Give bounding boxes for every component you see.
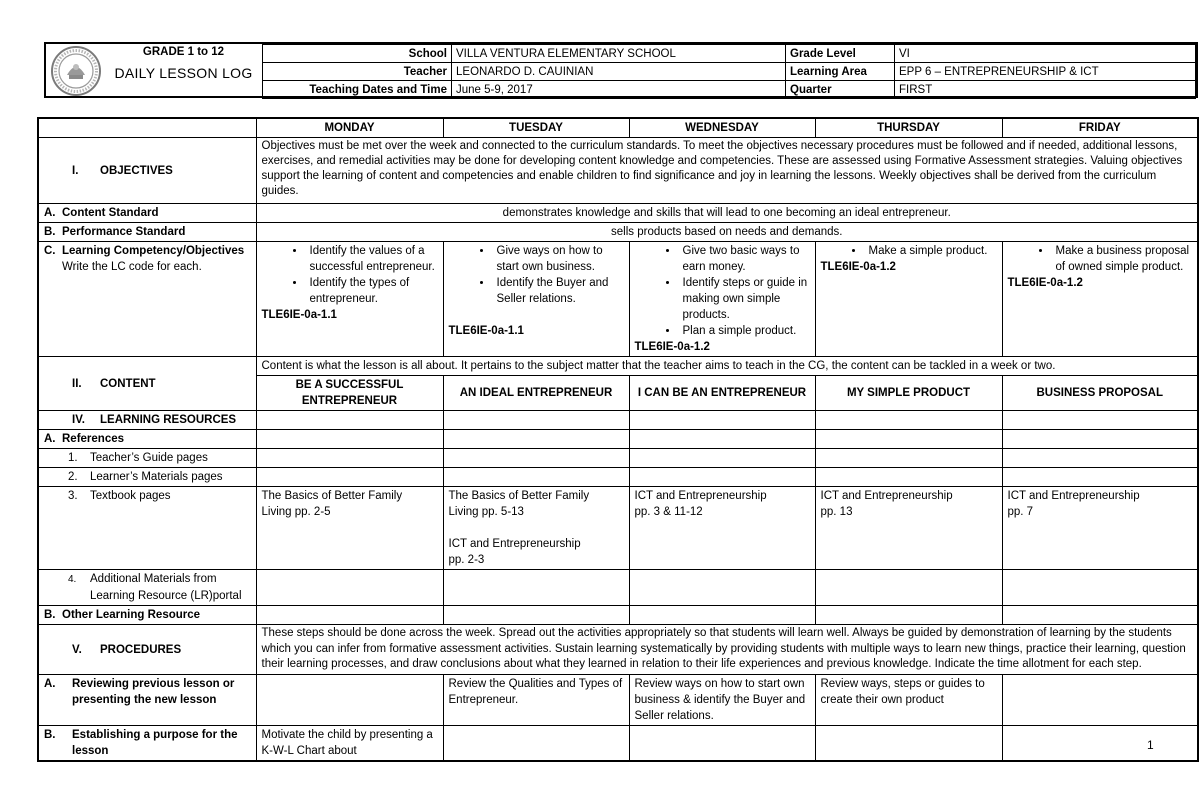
teacher-value: LEONARDO D. CAUINIAN — [452, 63, 786, 81]
other-resource-label: B. Other Learning Resource — [38, 606, 256, 625]
content-text: Content is what the lesson is all about. It pertains to the subject matter that the teacher aims to teach in the CG, the content can be tackled in a week or two. — [256, 357, 1198, 376]
learners-materials-row — [38, 468, 1198, 487]
list-item: • Identify the values of a successful entrepreneur. — [306, 243, 438, 275]
learning-area-value: EPP 6 – ENTREPRENEURSHIP & ICT — [895, 63, 1196, 81]
day-tuesday: TUESDAY — [443, 118, 629, 138]
lc-code: TLE6IE-0a-1.2 — [634, 341, 710, 353]
list-item: • Give two basic ways to earn money. — [679, 243, 810, 275]
day-header-row — [38, 118, 1198, 138]
competency-monday — [256, 242, 443, 357]
lesson-table — [37, 117, 1199, 762]
school-label: School — [263, 45, 452, 63]
list-item: • Plan a simple product. — [679, 323, 810, 339]
performance-standard-row — [38, 223, 1198, 242]
list-item: • Identify steps or guide in making own simple products. — [679, 275, 810, 323]
resources-label: IV. LEARNING RESOURCES — [38, 411, 256, 430]
additional-materials-row — [38, 570, 1198, 606]
header-table — [262, 44, 1196, 99]
school-value: VILLA VENTURA ELEMENTARY SCHOOL — [452, 45, 786, 63]
quarter-label: Quarter — [786, 81, 895, 99]
review-friday — [1002, 675, 1198, 726]
textbook-friday: ICT and Entrepreneurship pp. 7 — [1002, 487, 1198, 570]
teachers-guide-row — [38, 449, 1198, 468]
procedures-label: V. PROCEDURES — [38, 625, 256, 675]
list-item: • Make a simple product. — [865, 243, 997, 259]
textbook-wednesday: ICT and Entrepreneurship pp. 3 & 11-12 — [629, 487, 815, 570]
review-tuesday: Review the Qualities and Types of Entrepreneur. — [443, 675, 629, 726]
grade-level-label: Grade Level — [786, 45, 895, 63]
content-label: II. CONTENT — [38, 357, 256, 411]
deped-seal-icon — [50, 45, 102, 97]
content-standard-text: demonstrates knowledge and skills that will lead to one becoming an ideal entrepreneur. — [256, 204, 1198, 223]
grade-label: GRADE 1 to 12 — [142, 46, 225, 58]
purpose-tuesday — [443, 726, 629, 762]
day-friday: FRIDAY — [1002, 118, 1198, 138]
lc-code: TLE6IE-0a-1.2 — [1007, 277, 1083, 289]
textbook-tuesday: The Basics of Better Family Living pp. 5-13 ICT and Entrepreneurship pp. 2-3 — [443, 487, 629, 570]
grade-level-value: VI — [895, 45, 1196, 63]
review-wednesday: Review ways on how to start own business & identify the Buyer and Seller relations. — [629, 675, 815, 726]
competency-tuesday — [443, 242, 629, 357]
textbook-label: 3. Textbook pages — [38, 487, 256, 570]
purpose-monday: Motivate the child by presenting a K-W-L Chart about — [256, 726, 443, 762]
learning-area-label: Learning Area — [786, 63, 895, 81]
objectives-label: I. OBJECTIVES — [38, 138, 256, 204]
additional-materials-label: 4. Additional Materials from Learning Resource (LR)portal — [38, 570, 256, 606]
review-monday — [256, 675, 443, 726]
purpose-friday — [1002, 726, 1198, 762]
textbook-thursday: ICT and Entrepreneurship pp. 13 — [815, 487, 1002, 570]
day-wednesday: WEDNESDAY — [629, 118, 815, 138]
list-item: • Identify the Buyer and Seller relations. — [493, 275, 624, 307]
purpose-label: B. Establishing a purpose for the lesson — [38, 726, 256, 762]
lc-code: TLE6IE-0a-1.1 — [448, 325, 524, 337]
dates-value: June 5-9, 2017 — [452, 81, 786, 99]
content-standard-label: A. Content Standard — [38, 204, 256, 223]
competency-label: C. Learning Competency/Objectives Write the LC code for each. — [38, 242, 256, 357]
content-title-wednesday: I CAN BE AN ENTREPRENEUR — [629, 376, 815, 411]
teacher-label: Teacher — [263, 63, 452, 81]
blank-cell — [38, 118, 256, 138]
day-monday: MONDAY — [256, 118, 443, 138]
procedures-text: These steps should be done across the week. Spread out the activities appropriately so that students will learn well. Always be guided by demonstration of learning by the students which you can infer from formative assessment activities. Sustain learning systematically by providing students with multiple ways to learn new things, practice their learning, question their learning processes, and draw conclusions about what they learned in relation to their life experiences and previous knowledge. Indicate the time allotment for each step. — [256, 625, 1198, 675]
textbook-monday: The Basics of Better Family Living pp. 2-5 — [256, 487, 443, 570]
list-item: • Make a business proposal of owned simple product. — [1052, 243, 1193, 275]
header-block — [44, 42, 1198, 98]
references-row — [38, 430, 1198, 449]
review-row — [38, 675, 1198, 726]
purpose-thursday — [815, 726, 1002, 762]
list-item: • Identify the types of entrepreneur. — [306, 275, 438, 307]
review-thursday: Review ways, steps or guides to create their own product — [815, 675, 1002, 726]
dates-label: Teaching Dates and Time — [263, 81, 452, 99]
content-note-row — [38, 357, 1198, 376]
purpose-row — [38, 726, 1198, 762]
lc-code: TLE6IE-0a-1.1 — [261, 309, 337, 321]
log-title: DAILY LESSON LOG — [114, 65, 253, 81]
review-label: A. Reviewing previous lesson or presenting the new lesson — [38, 675, 256, 726]
performance-standard-label: B. Performance Standard — [38, 223, 256, 242]
objectives-row — [38, 138, 1198, 204]
content-title-friday: BUSINESS PROPOSAL — [1002, 376, 1198, 411]
list-item: • Give ways on how to start own business. — [493, 243, 624, 275]
competency-thursday — [815, 242, 1002, 357]
day-thursday: THURSDAY — [815, 118, 1002, 138]
teachers-guide-label: 1. Teacher’s Guide pages — [38, 449, 256, 468]
resources-row — [38, 411, 1198, 430]
procedures-row — [38, 625, 1198, 675]
objectives-text: Objectives must be met over the week and connected to the curriculum standards. To meet the objectives necessary procedures must be followed and if needed, additional lessons, exercises, and remedial activities may be done for developing content knowledge and competencies. These are assessed using Formative Assessment strategies. Valuing objectives support the learning of content and competencies and enable children to find significance and joy in learning the lessons. Weekly objectives shall be derived from the curriculum guides. — [256, 138, 1198, 204]
content-title-thursday: MY SIMPLE PRODUCT — [815, 376, 1002, 411]
content-standard-row — [38, 204, 1198, 223]
competency-friday — [1002, 242, 1198, 357]
competency-row — [38, 242, 1198, 357]
lc-code: TLE6IE-0a-1.2 — [820, 261, 896, 273]
textbook-row — [38, 487, 1198, 570]
page-number: 1 — [1147, 738, 1154, 752]
references-label: A. References — [38, 430, 256, 449]
content-title-tuesday: AN IDEAL ENTREPRENEUR — [443, 376, 629, 411]
competency-wednesday — [629, 242, 815, 357]
content-title-monday: BE A SUCCESSFUL ENTREPRENEUR — [256, 376, 443, 411]
purpose-wednesday — [629, 726, 815, 762]
quarter-value: FIRST — [895, 81, 1196, 99]
learners-materials-label: 2. Learner’s Materials pages — [38, 468, 256, 487]
competency-sublabel: Write the LC code for each. — [62, 261, 202, 273]
other-resource-row — [38, 606, 1198, 625]
performance-standard-text: sells products based on needs and demands. — [256, 223, 1198, 242]
